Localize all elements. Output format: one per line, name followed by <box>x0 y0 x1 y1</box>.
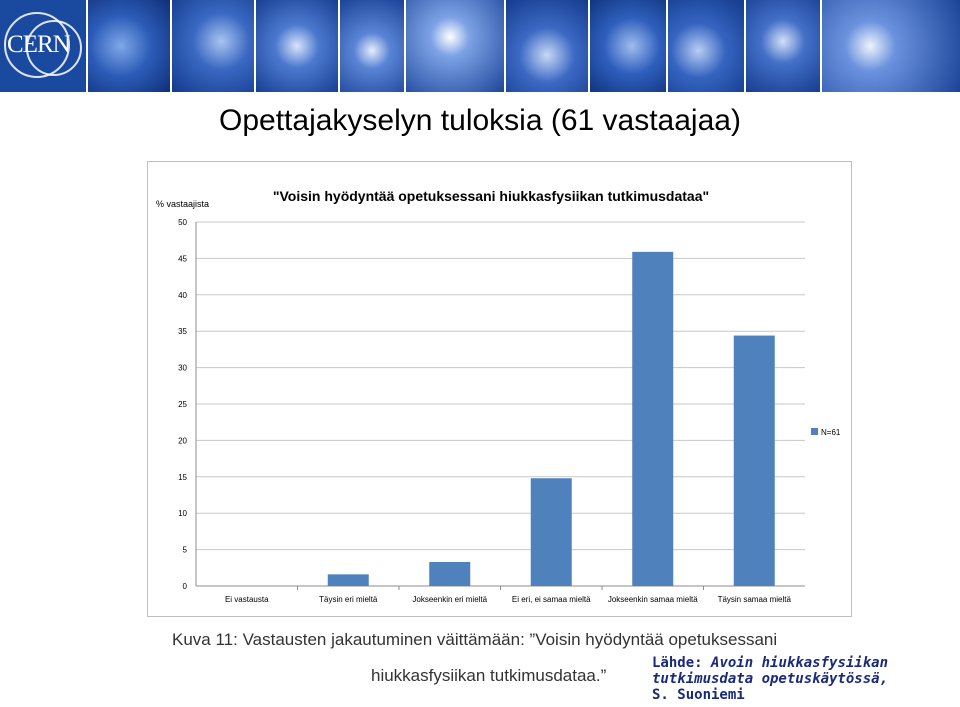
x-tick-label: Ei vastausta <box>224 595 269 604</box>
x-tick-label: Jokseenkin samaa mieltä <box>607 595 698 604</box>
banner-image-tile <box>170 0 254 92</box>
x-tick-label: Ei eri, ei samaa mieltä <box>511 595 591 604</box>
x-tick-labels <box>225 595 792 604</box>
banner-image-tile <box>666 0 744 92</box>
legend <box>811 428 841 437</box>
bar-chart <box>148 162 851 616</box>
banner-image-tile <box>254 0 338 92</box>
y-tick-label: 20 <box>178 436 187 446</box>
x-tick-label: Jokseenkin eri mieltä <box>412 595 488 604</box>
bar <box>531 478 572 586</box>
y-tick-label: 0 <box>182 582 187 591</box>
legend-swatch <box>811 428 818 435</box>
banner-image-tile <box>588 0 666 92</box>
figure-caption-line-1: Kuva 11: Vastausten jakautuminen väittämään: ”Voisin hyödyntää opetuksessani <box>172 630 778 649</box>
source-line-2: tutkimusdata opetuskäytössä, <box>652 671 889 687</box>
bar <box>734 336 775 586</box>
source-label: Lähde: <box>652 655 703 671</box>
bar <box>632 252 673 586</box>
figure-caption-line-2: hiukkasfysiikan tutkimusdataa.” <box>371 666 607 685</box>
legend-label: N=61 <box>821 428 841 437</box>
grid-lines <box>196 222 805 590</box>
x-tick-label: Täysin eri mieltä <box>319 595 378 604</box>
y-tick-label: 45 <box>178 254 187 264</box>
x-tick-label: Täysin samaa mieltä <box>717 595 791 604</box>
y-tick-label: 25 <box>178 400 187 409</box>
bar <box>429 562 470 586</box>
y-tick-label: 10 <box>178 509 187 519</box>
y-tick-label: 5 <box>182 545 187 555</box>
banner-image-tile <box>504 0 588 92</box>
y-axis-label: % vastaajista <box>156 199 210 209</box>
y-tick-label: 15 <box>178 472 187 482</box>
banner-image-tile <box>744 0 820 92</box>
y-tick-label: 30 <box>178 363 187 373</box>
chart-frame <box>147 161 852 617</box>
chart-title: "Voisin hyödyntää opetuksessani hiukkasfysiikan tutkimusdataa" <box>272 188 710 204</box>
cern-logo-text: CERN <box>7 31 70 58</box>
source-line-3: S. Suoniemi <box>652 687 745 703</box>
bars <box>328 252 775 586</box>
source-line-1: Avoin hiukkasfysiikan <box>711 655 889 671</box>
slide-title: Opettajakyselyn tuloksia (61 vastaajaa) <box>219 104 741 137</box>
bar <box>328 574 369 586</box>
banner-image-tile <box>820 0 960 92</box>
y-tick-label: 50 <box>178 218 187 227</box>
banner-image-tile <box>86 0 170 92</box>
y-tick-label: 35 <box>178 327 187 337</box>
source-citation <box>652 655 888 703</box>
banner-image-tile <box>404 0 504 92</box>
y-tick-labels <box>178 218 187 591</box>
header-banner <box>0 0 960 92</box>
y-tick-label: 40 <box>178 290 187 300</box>
banner-image-tile <box>338 0 404 92</box>
cern-logo <box>0 0 86 92</box>
